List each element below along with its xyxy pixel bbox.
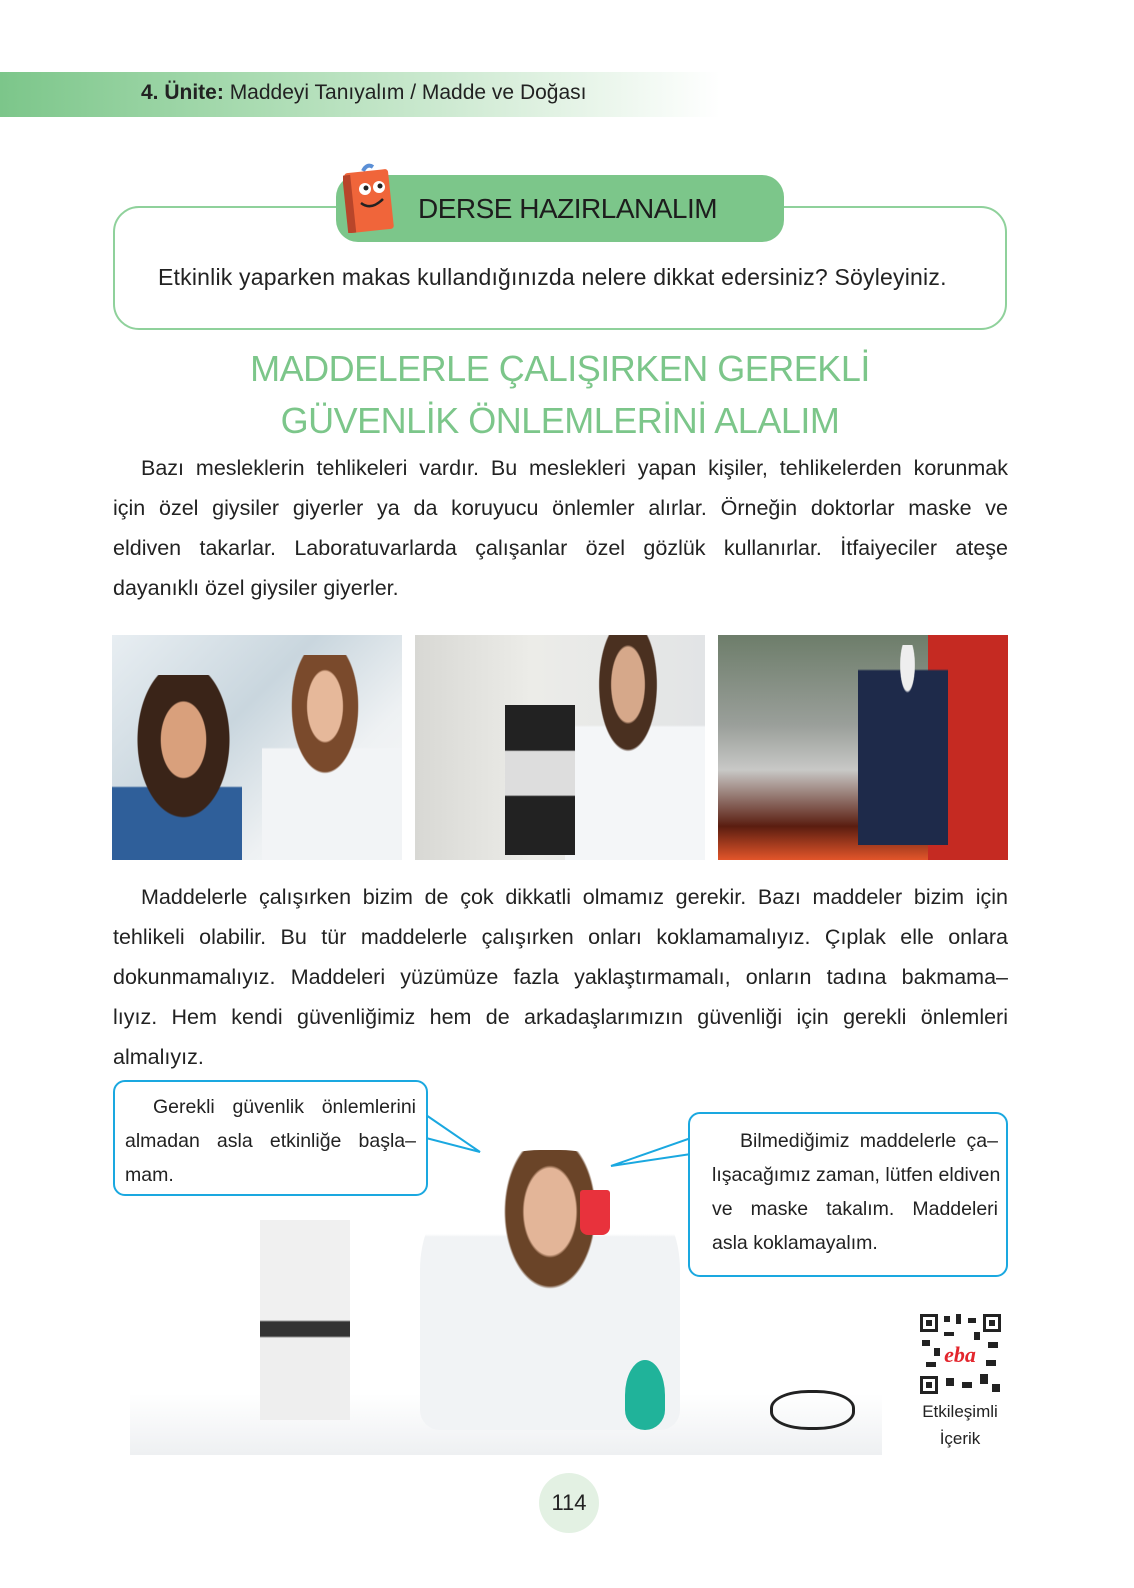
text-line: dayanıklı özel giysiler giyerler. [113,576,399,600]
qr-label [905,1398,1015,1452]
eba-logo: eba [944,1342,976,1367]
text-line: eldiven takarlar. Laboratuvarlarda çalışanlar özel gözlük kullanırlar. İtfaiyeciler ateşe [113,536,1008,560]
text-line: Maddelerle çalışırken bizim de çok dikkatli olmamız gerekir. Bazı maddeler bizim için [141,885,1008,909]
speech-bubble-right [688,1112,1008,1277]
speech-bubble-left [113,1080,428,1196]
section-title-line-2: GÜVENLİK ÖNLEMLERİNİ ALALIM [280,400,840,441]
bubble-right-tail [605,1130,695,1175]
photo-lab-scientist [415,635,705,860]
book-mascot-icon [343,163,397,233]
section-title-line-1: MADDELERLE ÇALIŞIRKEN GEREKLİ [250,348,870,389]
text-line: dokunmamalıyız. Maddeleri yüzümüze fazla yaklaştırmamalı, onların tadına bakmama– [113,965,1008,989]
qr-code-icon[interactable] [918,1312,1003,1396]
qr-label-line-1: Etkileşimli [922,1402,998,1421]
text-line: Bazı mesleklerin tehlikeleri vardır. Bu meslekleri yapan kişiler, tehlikelerden korunmak [141,456,1008,480]
qr-label-line-2: İçerik [939,1429,981,1448]
prep-box-title: DERSE HAZIRLANALIM [418,193,718,224]
text-line: Bilmediğimiz maddelerle ça– [740,1130,998,1152]
text-line: lışacağımız zaman, lütfen eldiven [712,1164,1001,1186]
text-line: lıyız. Hem kendi güvenliğimiz hem de arkadaşlarımızın güvenliği için gerekli önlemleri [113,1005,1008,1029]
page-number: 114 [539,1473,599,1533]
paragraph-2 [113,877,1008,1077]
text-line: Gerekli güvenlik önlemlerini [153,1096,416,1118]
photo-firefighter [718,635,1008,860]
text-line: asla koklamayalım. [712,1232,878,1254]
text-line: almalıyız. [113,1045,204,1069]
photo-doctor [112,635,402,860]
text-line: mam. [125,1164,174,1186]
text-line: ve maske takalım. Maddeleri [712,1198,998,1220]
unit-label: 4. Ünite: [141,81,224,104]
text-line: almadan asla etkinliğe başla– [125,1130,416,1152]
text-line: için özel giysiler giyerler ya da koruyucu önlemler alırlar. Örneğin doktorlar maske ve [113,496,1008,520]
bubble-left-tail [420,1110,490,1160]
unit-title: Maddeyi Tanıyalım / Madde ve Doğası [229,81,587,104]
unit-header [141,81,586,105]
paragraph-1 [113,448,1008,608]
text-line: tehlikeli olabilir. Bu tür maddelerle çalışırken onları koklamamalıyız. Çıplak elle onlara [113,925,1008,949]
prep-question: Etkinlik yaparken makas kullandığınızda nelere dikkat edersiniz? Söyleyiniz. [158,264,947,290]
